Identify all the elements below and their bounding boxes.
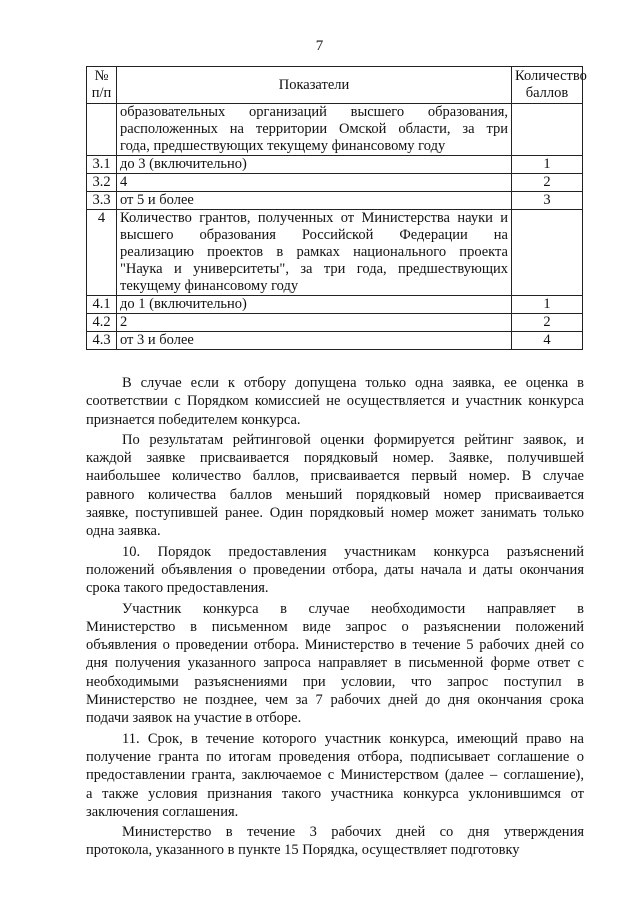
row-indicator [117,314,512,332]
paragraph-line: получение гранта по итогам проведения отбора, подписывает соглашение о [86,748,584,765]
row-indicator [117,332,512,350]
table-row [87,210,583,296]
body-text [86,374,584,862]
paragraph-line: В случае если к отбору допущена только одна заявка, ее оценка в [122,375,584,391]
paragraph-line: По результатам рейтинговой оценки формируется рейтинг заявок, и [122,431,584,448]
paragraph-line: каждой заявке присваивается порядковый номер. Заявке, получившей [86,450,584,467]
paragraph [86,543,584,598]
table-row [87,192,583,210]
paragraph-line: необходимыми разъяснениями при условии, что запрос поступил в [86,673,584,690]
indicator-line: текущему финансовому году [120,278,299,294]
header-score-line1: Количество [515,68,587,84]
indicator-line: 2 [120,314,128,330]
row-score: 4 [512,332,583,350]
table-row [87,174,583,192]
paragraph-line: 10. Порядок предоставления участникам конкурса разъяснений [122,543,584,560]
paragraph-line: соответствии с Порядком комиссией не осуществляется и участник конкурса [86,393,584,410]
table-row [87,332,583,350]
row-score: 1 [512,156,583,174]
row-score: 2 [512,314,583,332]
criteria-table [86,66,587,350]
row-number: 3.2 [87,174,117,192]
indicator-line: от 3 и более [120,332,194,348]
indicator-line: от 5 и более [120,192,194,208]
row-score [512,210,583,296]
table-row [87,314,583,332]
paragraph-line: заявке, поступившей ранее. Один порядковый номер может занимать только [86,505,584,522]
paragraph [86,730,584,821]
row-number: 3.3 [87,192,117,210]
paragraph-line: 11. Срок, в течение которого участник конкурса, имеющий право на [122,730,584,747]
row-indicator [117,174,512,192]
row-number [87,104,117,156]
header-score [512,67,587,104]
header-num-line2: п/п [91,85,112,101]
paragraph [86,600,584,728]
table-row [87,156,583,174]
paragraph-line: равного количества баллов меньший порядковый номер присваивается [86,486,584,503]
row-number: 4.3 [87,332,117,350]
paragraph-line: протокола, указанного в пункте 15 Порядка, осуществляет подготовку [86,842,520,859]
row-score: 2 [512,174,583,192]
indicator-line: высшего образования Российской Федерации на [120,227,508,243]
indicator-line: "Наука и университеты", за три года, предшествующих [120,261,508,277]
indicator-line: образовательных организаций высшего образования, [120,104,508,120]
paragraph-line: Министерство не позднее, чем за 7 рабочих дней до дня окончания срока [86,692,584,709]
paragraph-line: а также условия признания такого участника конкурса уклонившимся от [86,785,584,802]
paragraph-line: положений объявления о проведении отбора, даты начала и даты окончания [86,561,584,578]
row-score: 1 [512,296,583,314]
indicator-line: реализацию проектов в рамках национального проекта [120,244,508,260]
paragraph-line: Министерство в течение 3 рабочих дней со дня утверждения [122,824,584,841]
paragraph [86,374,584,429]
row-number: 4.1 [87,296,117,314]
indicator-line: до 1 (включительно) [120,296,247,312]
indicator-line: Количество грантов, полученных от Министерства науки и [120,210,508,226]
paragraph-line: Участник конкурса в случае необходимости направляет в [122,600,584,617]
row-indicator [117,296,512,314]
row-indicator [117,156,512,174]
indicator-line: расположенных на территории Омской области, за три [120,121,508,137]
indicator-line: до 3 (включительно) [120,156,247,172]
paragraph-line: заключения соглашения. [86,803,239,820]
row-indicator [117,192,512,210]
paragraph-line: наибольшее количество баллов, присваивается первый номер. В случае [86,468,584,485]
indicator-line: года, предшествующих текущему финансовому году [120,138,446,154]
table-row [87,104,583,156]
table-row [87,296,583,314]
header-num-line1: № [94,68,109,84]
paragraph-line: Министерство в письменном виде запрос о разъяснении положений [86,618,584,635]
header-num [87,67,117,104]
paragraph [86,823,584,860]
row-score [512,104,583,156]
header-score-line2: баллов [525,85,569,101]
paragraph-line: признается победителем конкурса. [86,411,301,428]
table-header-row [87,67,583,104]
paragraph-line: объявления о проведении отбора. Министерство в течение 5 рабочих дней со [86,637,584,654]
paragraph-line: одна заявка. [86,523,161,540]
row-indicator [117,104,512,156]
paragraph-line: подачи заявок на участие в отборе. [86,710,302,727]
row-number: 3.1 [87,156,117,174]
page-number: 7 [315,38,324,54]
row-score: 3 [512,192,583,210]
paragraph-line: предоставлении гранта, заключаемое с Министерством (далее – соглашение), [86,767,584,784]
header-indicator: Показатели [117,67,512,104]
row-number: 4.2 [87,314,117,332]
paragraph-line: срока такого предоставления. [86,580,269,597]
indicator-line: 4 [120,174,128,190]
paragraph-line: дня получения указанного запроса направляет в письменной форме ответ с [86,655,584,672]
row-number: 4 [87,210,117,296]
row-indicator [117,210,512,296]
table-body [87,104,583,350]
paragraph [86,431,584,541]
